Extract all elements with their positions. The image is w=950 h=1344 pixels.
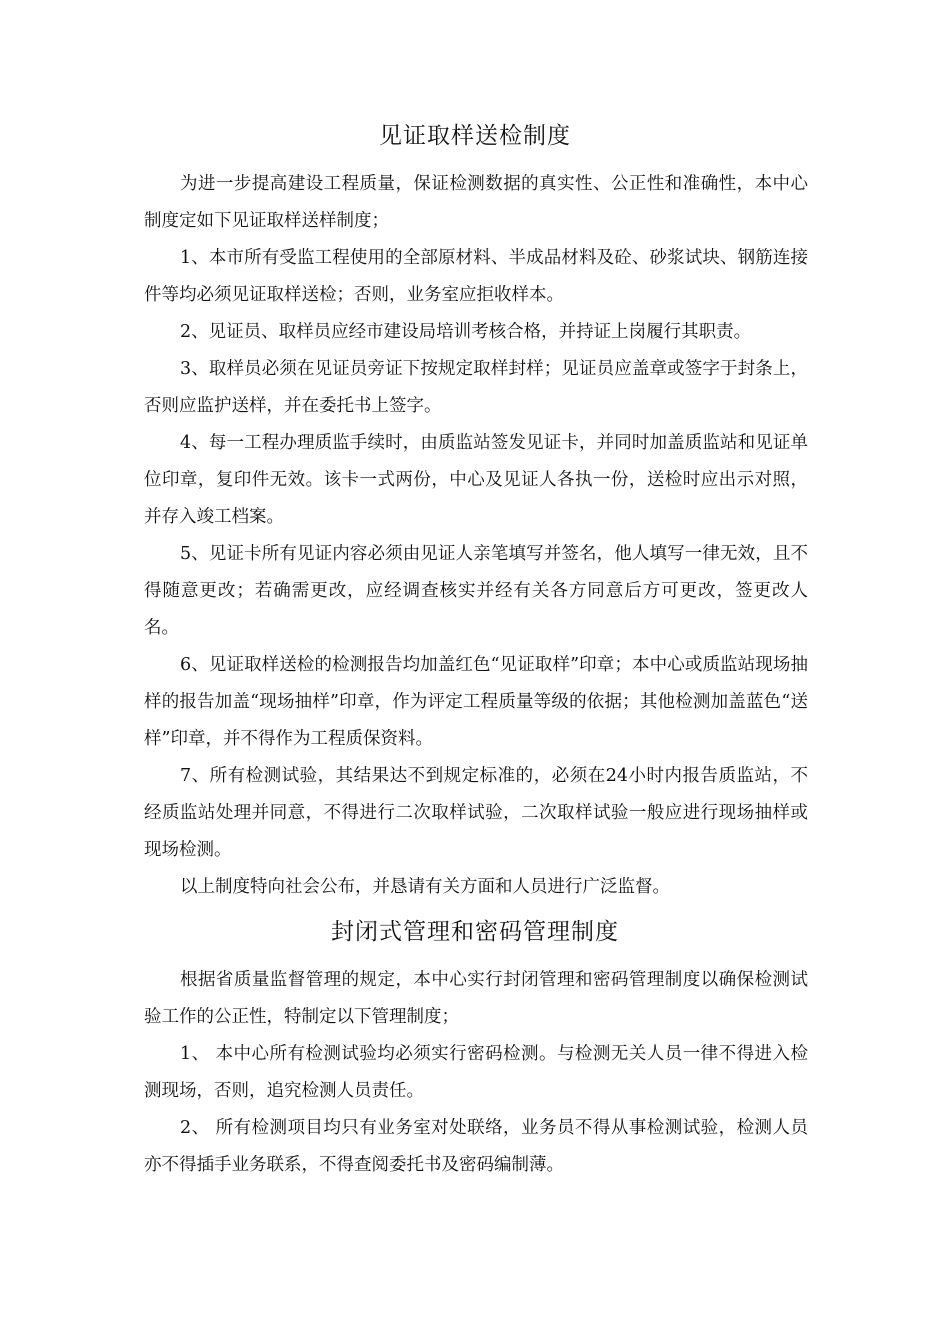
section-title-closed-management: 封闭式管理和密码管理制度: [331, 919, 619, 945]
paragraph-item-7: 7、所有检测试验，其结果达不到规定标准的，必须在24小时内报告质监站，不经质监站处理并同意，不得进行二次取样试验，二次取样试验一般应进行现场抽样或现场检测。: [144, 766, 808, 860]
section-title-witness-sampling: 见证取样送检制度: [379, 123, 571, 149]
paragraph-rule-1: 1、 本中心所有检测试验均必须实行密码检测。与检测无关人员一律不得进入检测现场，否则，追究检测人员责任。: [144, 1044, 808, 1101]
paragraph-item-6: 6、见证取样送检的检测报告均加盖红色“见证取样”印章；本中心或质监站现场抽样的报告加盖“现场抽样”印章，作为评定工程质量等级的依据；其他检测加盖蓝色“送样”印章，并不得作为工程质保资料。: [144, 655, 808, 749]
paragraph-closing: 以上制度特向社会公布，并恳请有关方面和人员进行广泛监督。: [180, 877, 670, 897]
paragraph-item-3: 3、取样员必须在见证员旁证下按规定取样封样；见证员应盖章或签字于封条上，否则应监护送样，并在委托书上签字。: [144, 359, 808, 416]
paragraph-rule-2: 2、 所有检测项目均只有业务室对处联络，业务员不得从事检测试验，检测人员亦不得插手业务联系，不得查阅委托书及密码编制薄。: [144, 1118, 808, 1175]
paragraph-intro: 为进一步提高建设工程质量，保证检测数据的真实性、公正性和准确性，本中心制度定如下见证取样送样制度；: [144, 174, 808, 231]
paragraph-intro-2: 根据省质量监督管理的规定，本中心实行封闭管理和密码管理制度以确保检测试验工作的公正性，特制定以下管理制度；: [144, 970, 808, 1027]
paragraph-item-4: 4、每一工程办理质监手续时，由质监站签发见证卡，并同时加盖质监站和见证单位印章，复印件无效。该卡一式两份，中心及见证人各执一份，送检时应出示对照，并存入竣工档案。: [144, 433, 808, 527]
paragraph-item-5: 5、见证卡所有见证内容必须由见证人亲笔填写并签名，他人填写一律无效，且不得随意更改；若确需更改，应经调查核实并经有关各方同意后方可更改，签更改人名。: [144, 544, 808, 638]
paragraph-item-2: 2、见证员、取样员应经市建设局培训考核合格，并持证上岗履行其职责。: [180, 322, 752, 342]
paragraph-item-1: 1、本市所有受监工程使用的全部原材料、半成品材料及砼、砂浆试块、钢筋连接件等均必须见证取样送检；否则，业务室应拒收样本。: [144, 248, 808, 305]
